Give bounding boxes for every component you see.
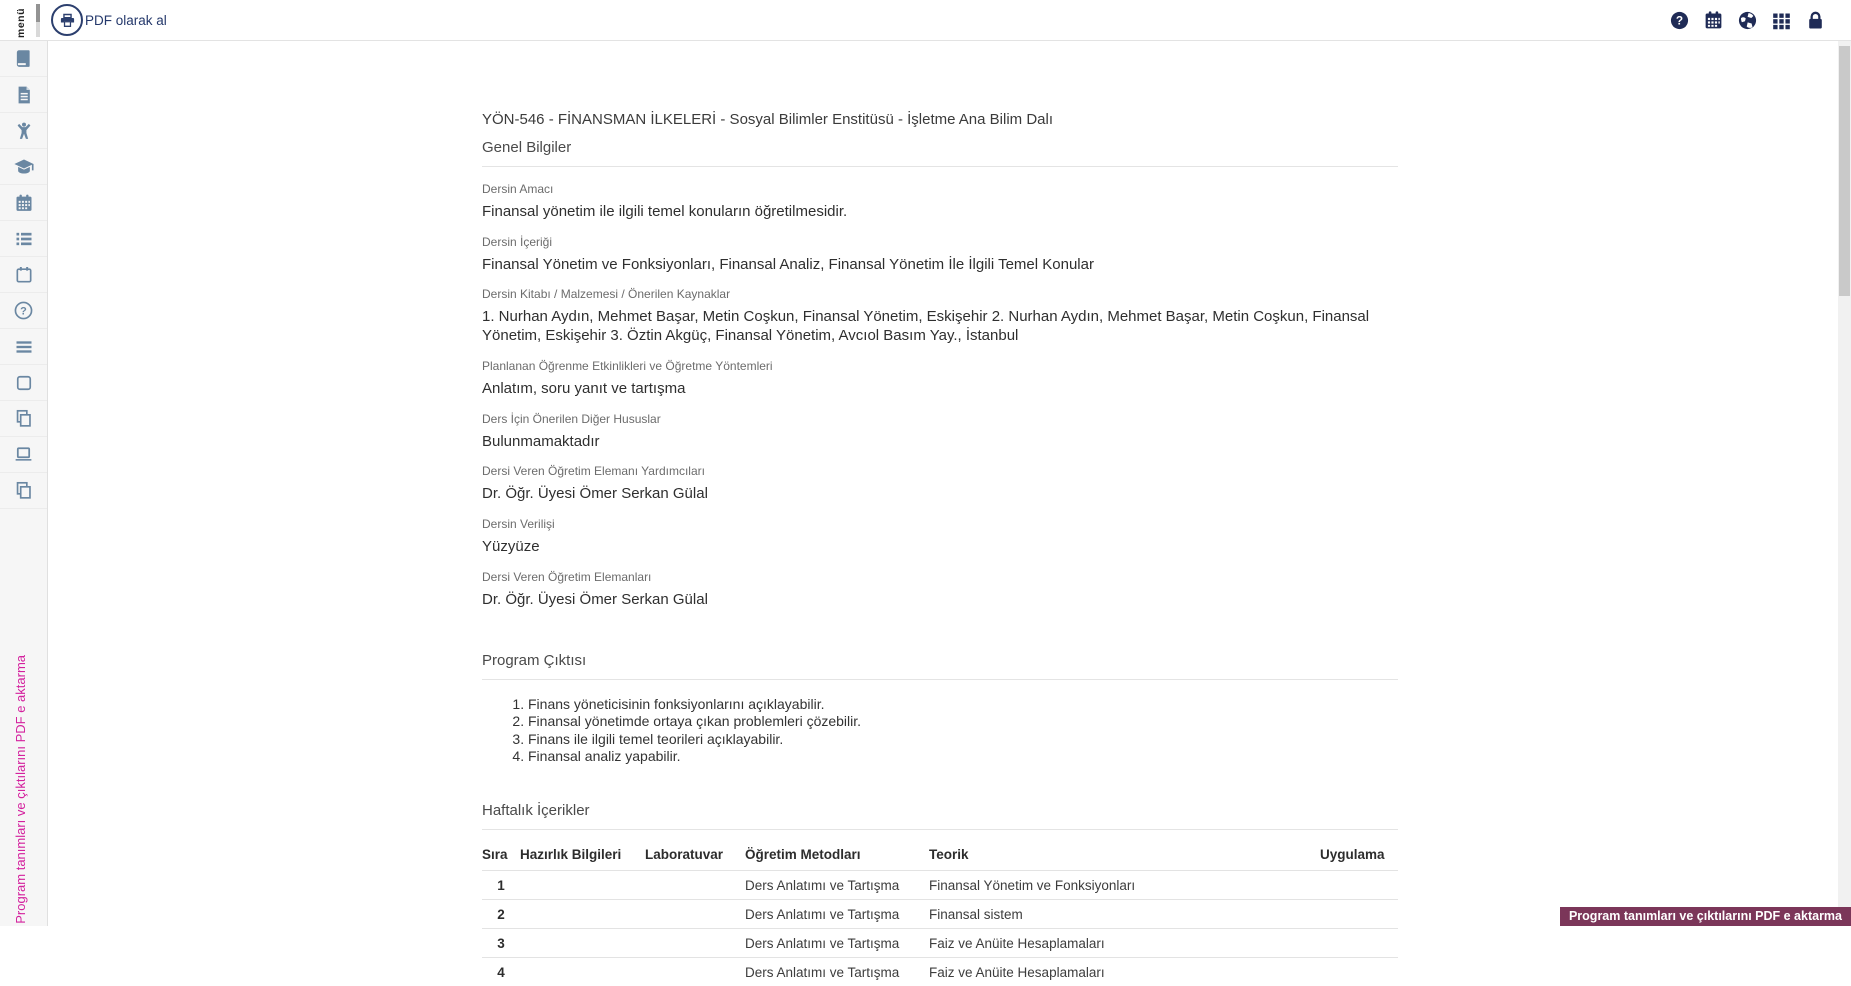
topbar-icon-group: [1669, 0, 1826, 41]
calendar-outline-icon: [14, 265, 34, 285]
sidebar-item-calendar-blank[interactable]: [0, 257, 47, 293]
field-label: Dersin Amacı: [482, 181, 554, 196]
pdf-export-tooltip: Program tanımları ve çıktılarını PDF e aktarma: [1560, 907, 1851, 926]
copy-icon: [13, 480, 34, 501]
table-row: 3 Ders Anlatımı ve Tartışma Faiz ve Anüite Hesaplamaları: [482, 928, 1398, 957]
col-teorik: Teorik: [929, 846, 969, 862]
apps-grid-icon[interactable]: [1771, 10, 1792, 31]
outcome-item: 3. Finans ile ilgili temel teorileri açıklayabilir.: [528, 731, 1398, 749]
sidebar-item-book[interactable]: [0, 41, 47, 77]
pdf-export-button[interactable]: [51, 4, 167, 36]
field-value: Finansal Yönetim ve Fonksiyonları, Finansal Analiz, Finansal Yönetim İle İlgili Temel Konular: [482, 255, 1094, 273]
field-value: Anlatım, soru yanıt ve tartışma: [482, 379, 686, 397]
field-label: Dersin Verilişi: [482, 517, 555, 531]
pdf-export-vertical-link[interactable]: Program tanımları ve çıktılarını PDF e aktarma: [13, 655, 28, 924]
weekly-contents-table: [482, 843, 1398, 986]
col-uygulama: Uygulama: [1320, 846, 1385, 862]
calendar-filled-icon: [14, 193, 34, 213]
question-circle-icon: [13, 300, 34, 321]
sidebar-item-document[interactable]: [0, 77, 47, 113]
copy-icon: [13, 408, 34, 429]
field-value: Finansal yönetim ile ilgili temel konuların öğretilmesidir.: [482, 202, 848, 220]
col-sira: Sıra: [482, 846, 508, 862]
sidebar: [0, 41, 48, 926]
outcome-item: 2. Finansal yönetimde ortaya çıkan problemleri çözebilir.: [528, 713, 1398, 731]
sidebar-item-graduation[interactable]: [0, 149, 47, 185]
col-laboratuvar: Laboratuvar: [645, 846, 724, 862]
table-row: 4 Ders Anlatımı ve Tartışma Faiz ve Anüite Hesaplamaları: [482, 957, 1398, 986]
document-icon: [14, 85, 34, 105]
sidebar-item-calendar[interactable]: [0, 185, 47, 221]
page-scrollbar[interactable]: [1838, 41, 1851, 926]
calendar-icon[interactable]: [1703, 10, 1724, 31]
divider: [482, 679, 1398, 680]
program-outcomes-list: [482, 696, 1398, 766]
svg-text:?: ?: [20, 305, 27, 318]
sidebar-item-copy[interactable]: [0, 401, 47, 437]
section-heading-weekly: Haftalık İçerikler: [482, 801, 590, 819]
field-label: Dersi Veren Öğretim Elemanları: [482, 569, 652, 584]
sidebar-item-square[interactable]: [0, 365, 47, 401]
divider: [482, 829, 1398, 830]
field-value: 1. Nurhan Aydın, Mehmet Başar, Metin Coşkun, Finansal Yönetim, Eskişehir 2. Nurhan Aydın, Mehmet Başar, Metin Coşkun, Finansal Yönetim, Eskişehir 3. Öztin Akgüç, Finansal Yönetim, Avcıol Basım Yay., İstanbul: [482, 308, 1370, 344]
book-icon: [13, 48, 34, 69]
main-content: [48, 41, 1838, 980]
graduation-cap-icon: [13, 156, 35, 178]
menu-mini-scrollbar[interactable]: [36, 4, 40, 37]
globe-icon[interactable]: [1737, 10, 1758, 31]
table-header-row: [482, 843, 1398, 871]
menu-vertical-label[interactable]: menü: [15, 7, 27, 38]
field-label: Ders İçin Önerilen Diğer Hususlar: [482, 411, 661, 426]
table-row: 2 Ders Anlatımı ve Tartışma Finansal sistem: [482, 899, 1398, 928]
outcome-item: 1. Finans yöneticisinin fonksiyonlarını açıklayabilir.: [528, 696, 1398, 714]
col-ogretim: Öğretim Metodları: [745, 846, 861, 862]
sidebar-item-laptop[interactable]: [0, 437, 47, 473]
field-value: Dr. Öğr. Üyesi Ömer Serkan Gülal: [482, 485, 708, 503]
sidebar-item-help[interactable]: [0, 293, 47, 329]
pdf-export-label: PDF olarak al: [85, 12, 167, 28]
printer-icon: [51, 4, 83, 36]
topbar: [0, 0, 1851, 41]
help-icon[interactable]: [1669, 10, 1690, 31]
square-outline-icon: [14, 373, 34, 393]
general-fields: [482, 182, 1398, 610]
section-heading-general: Genel Bilgiler: [482, 138, 572, 156]
laptop-icon: [13, 444, 34, 465]
list-icon: [14, 229, 34, 249]
divider: [482, 166, 1398, 167]
field-value: Dr. Öğr. Üyesi Ömer Serkan Gülal: [482, 590, 708, 608]
field-label: Planlanan Öğrenme Etkinlikleri ve Öğretme Yöntemleri: [482, 358, 773, 373]
sidebar-item-person[interactable]: [0, 113, 47, 149]
lock-icon[interactable]: [1805, 10, 1826, 31]
col-hazirlik: Hazırlık Bilgileri: [520, 846, 622, 862]
field-value: Bulunmamaktadır: [482, 432, 600, 450]
field-label: Dersin Kitabı / Malzemesi / Önerilen Kaynaklar: [482, 287, 731, 302]
menu-lines-icon: [14, 337, 34, 357]
sidebar-item-copy-2[interactable]: [0, 473, 47, 509]
svg-text:?: ?: [1675, 13, 1684, 28]
scrollbar-thumb[interactable]: [1839, 46, 1850, 296]
outcome-item: 4. Finansal analiz yapabilir.: [528, 748, 1398, 766]
sidebar-item-list[interactable]: [0, 221, 47, 257]
field-label: Dersin İçeriği: [482, 234, 553, 249]
sidebar-item-menu[interactable]: [0, 329, 47, 365]
field-value: Yüzyüze: [482, 538, 540, 555]
person-icon: [14, 121, 34, 141]
section-heading-outcomes: Program Çıktısı: [482, 651, 587, 669]
course-title: YÖN-546 - FİNANSMAN İLKELERİ - Sosyal Bilimler Enstitüsü - İşletme Ana Bilim Dalı: [482, 111, 1053, 128]
table-row: 1 Ders Anlatımı ve Tartışma Finansal Yönetim ve Fonksiyonları: [482, 870, 1398, 899]
field-label: Dersi Veren Öğretim Elemanı Yardımcıları: [482, 464, 705, 479]
